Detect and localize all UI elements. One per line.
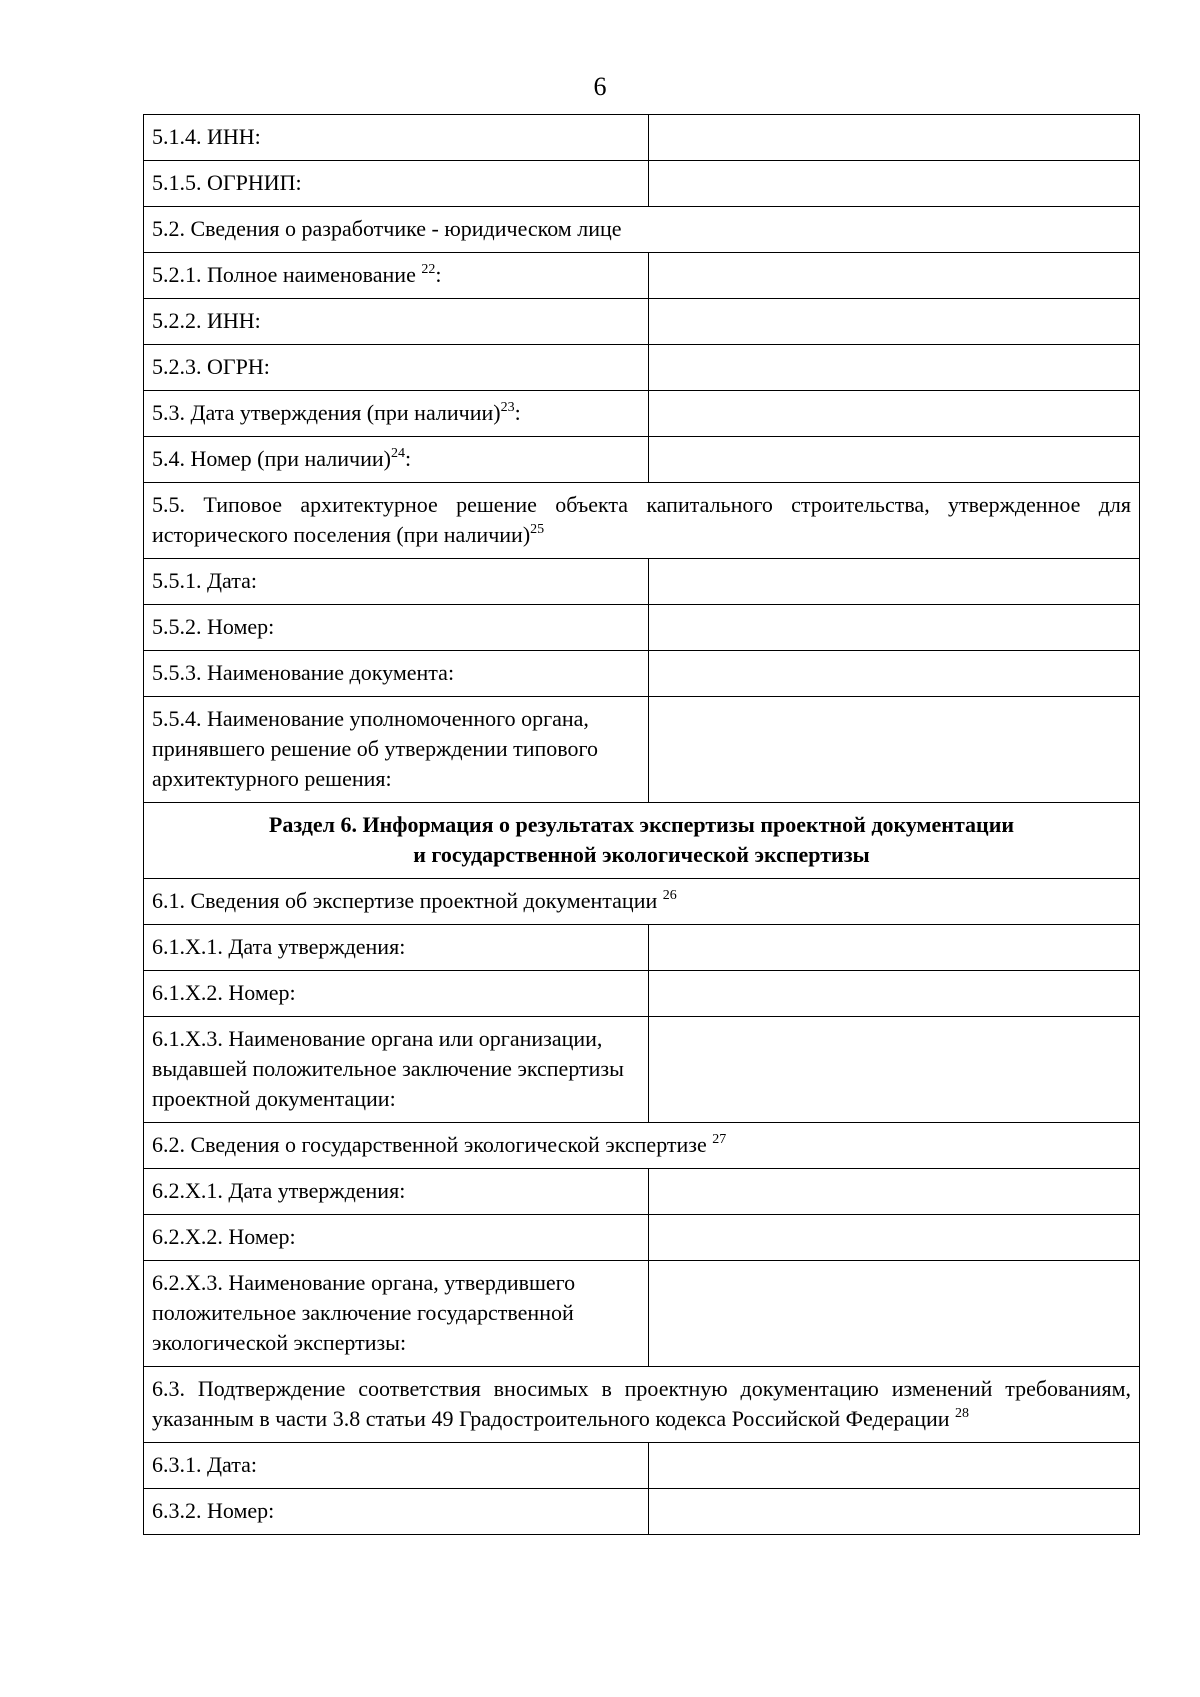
value-cell-number[interactable] — [649, 605, 1140, 651]
row-5-2-3 — [144, 345, 1140, 391]
value-cell-full-name[interactable] — [649, 253, 1140, 299]
footnote-ref: 27 — [712, 1131, 727, 1147]
row-label: 5.1.4. ИНН: — [144, 115, 649, 161]
row-label: 6.3.2. Номер: — [144, 1489, 649, 1535]
row-5-2-2 — [144, 299, 1140, 345]
application-form-table — [143, 114, 1140, 1535]
footnote-ref: 22 — [421, 261, 436, 277]
value-cell-approval-date[interactable] — [649, 391, 1140, 437]
row-label: 6.1.X.3. Наименование органа или организации, выдавшей положительное заключение экспертизы проектной документации: — [144, 1017, 649, 1123]
row-6-1-x-3 — [144, 1017, 1140, 1123]
row-6-3-1 — [144, 1443, 1140, 1489]
row-label: 5.5.2. Номер: — [144, 605, 649, 651]
row-label: 5.2.1. Полное наименование $^{22}$: — [144, 253, 649, 299]
row-6-2-x-1 — [144, 1169, 1140, 1215]
footnote-ref: 25 — [530, 521, 545, 537]
value-cell-number[interactable] — [649, 971, 1140, 1017]
value-cell-approval-date[interactable] — [649, 1169, 1140, 1215]
value-cell-number[interactable] — [649, 1215, 1140, 1261]
row-label: 5.5.3. Наименование документа: — [144, 651, 649, 697]
row-label: 5.2.3. ОГРН: — [144, 345, 649, 391]
row-6-2-x-2 — [144, 1215, 1140, 1261]
value-cell-number[interactable] — [649, 1489, 1140, 1535]
value-cell-approval-date[interactable] — [649, 925, 1140, 971]
value-cell-ogrnip[interactable] — [649, 161, 1140, 207]
row-5-5-4 — [144, 697, 1140, 803]
subsection-header: 6.1. Сведения об экспертизе проектной документации $^{26}$ — [144, 879, 1140, 925]
row-label: 5.3. Дата утверждения (при наличии)$^{23}$: — [144, 391, 649, 437]
row-label: 6.2.X.1. Дата утверждения: — [144, 1169, 649, 1215]
subsection-header: 6.2. Сведения о государственной экологической экспертизе $^{27}$ — [144, 1123, 1140, 1169]
row-label: 5.2.2. ИНН: — [144, 299, 649, 345]
row-label: 5.5.4. Наименование уполномоченного органа, принявшего решение об утверждении типового архитектурного решения: — [144, 697, 649, 803]
row-label: 6.1.X.1. Дата утверждения: — [144, 925, 649, 971]
row-label: 5.1.5. ОГРНИП: — [144, 161, 649, 207]
row-5-5-2 — [144, 605, 1140, 651]
row-label: 5.4. Номер (при наличии)$^{24}$: — [144, 437, 649, 483]
row-section-6 — [144, 803, 1140, 879]
value-cell-inn[interactable] — [649, 115, 1140, 161]
footnote-ref: 24 — [390, 445, 405, 461]
row-6-2 — [144, 1123, 1140, 1169]
subsection-header: 5.2. Сведения о разработчике - юридическом лице — [144, 207, 1140, 253]
row-label: 6.1.X.2. Номер: — [144, 971, 649, 1017]
row-5-1-4 — [144, 115, 1140, 161]
row-5-4 — [144, 437, 1140, 483]
section-heading: Раздел 6. Информация о результатах экспертизы проектной документации и государственной экологической экспертизы — [144, 803, 1140, 879]
value-cell-ogrn[interactable] — [649, 345, 1140, 391]
footnote-ref: 23 — [500, 399, 515, 415]
value-cell-date[interactable] — [649, 559, 1140, 605]
row-6-3 — [144, 1367, 1140, 1443]
value-cell-number[interactable] — [649, 437, 1140, 483]
footnote-ref: 28 — [955, 1405, 970, 1421]
row-6-3-2 — [144, 1489, 1140, 1535]
page-number: 6 — [593, 72, 607, 101]
value-cell-inn-legal[interactable] — [649, 299, 1140, 345]
row-5-5-3 — [144, 651, 1140, 697]
subsection-header: 6.3. Подтверждение соответствия вносимых в проектную документацию изменений требованиям, указанным в части 3.8 статьи 49 Градостроительного кодекса Российской Федерации $^{28}$ — [144, 1367, 1140, 1443]
row-5-3 — [144, 391, 1140, 437]
row-5-2-1 — [144, 253, 1140, 299]
row-5-2 — [144, 207, 1140, 253]
row-5-5-1 — [144, 559, 1140, 605]
row-6-1-x-1 — [144, 925, 1140, 971]
row-6-2-x-3 — [144, 1261, 1140, 1367]
row-label: 6.2.X.2. Номер: — [144, 1215, 649, 1261]
value-cell-authority-name[interactable] — [649, 1261, 1140, 1367]
row-label: 6.2.X.3. Наименование органа, утвердившего положительное заключение государственной экологической экспертизы: — [144, 1261, 649, 1367]
value-cell-organization-name[interactable] — [649, 1017, 1140, 1123]
row-label: 6.3.1. Дата: — [144, 1443, 649, 1489]
value-cell-document-name[interactable] — [649, 651, 1140, 697]
subsection-header: 5.5. Типовое архитектурное решение объекта капитального строительства, утвержденное для исторического поселения (при наличии)$^{25}$ — [144, 483, 1140, 559]
row-6-1 — [144, 879, 1140, 925]
row-5-1-5 — [144, 161, 1140, 207]
row-5-5 — [144, 483, 1140, 559]
value-cell-authority-name[interactable] — [649, 697, 1140, 803]
footnote-ref: 26 — [662, 887, 677, 903]
value-cell-date[interactable] — [649, 1443, 1140, 1489]
row-6-1-x-2 — [144, 971, 1140, 1017]
row-label: 5.5.1. Дата: — [144, 559, 649, 605]
